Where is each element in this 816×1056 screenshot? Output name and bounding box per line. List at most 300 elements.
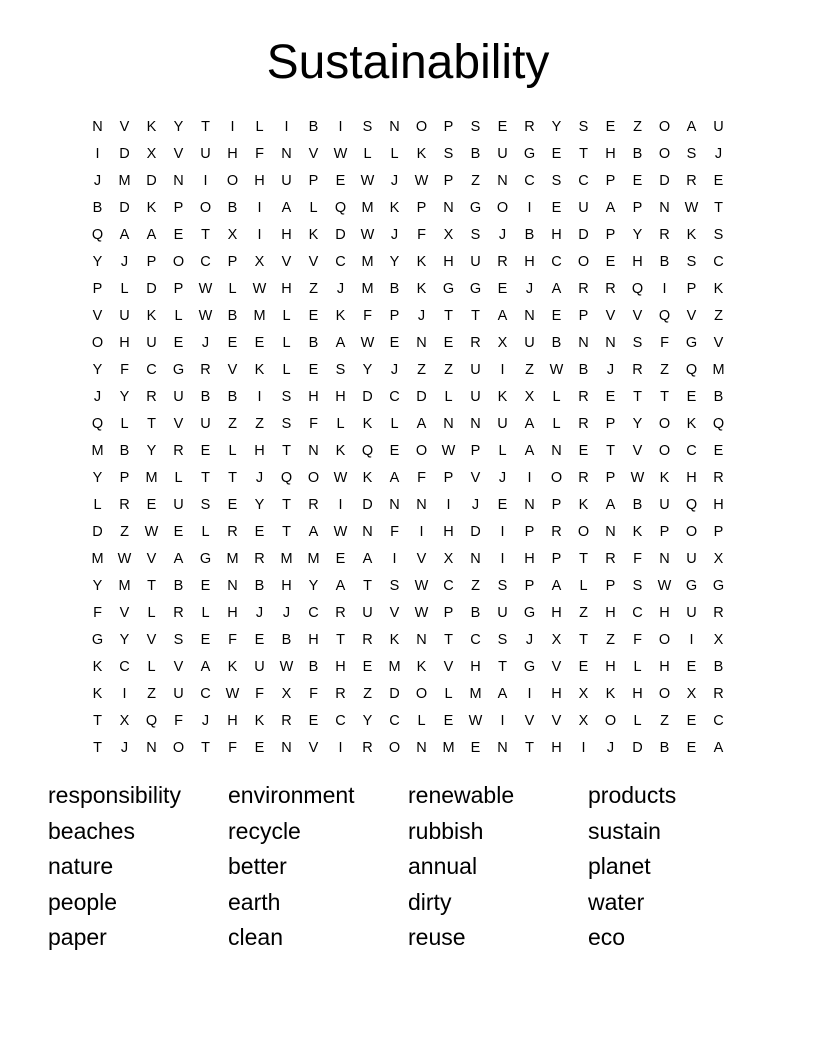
- grid-letter[interactable]: H: [605, 659, 616, 675]
- grid-letter[interactable]: A: [497, 686, 508, 702]
- grid-letter[interactable]: W: [630, 470, 645, 486]
- grid-letter[interactable]: U: [200, 146, 211, 162]
- grid-letter[interactable]: D: [362, 389, 373, 405]
- grid-letter[interactable]: U: [686, 605, 697, 621]
- grid-letter[interactable]: L: [336, 416, 345, 432]
- grid-letter[interactable]: W: [333, 524, 348, 540]
- grid-letter[interactable]: H: [443, 254, 454, 270]
- grid-letter[interactable]: N: [470, 551, 481, 567]
- grid-letter[interactable]: M: [145, 470, 158, 486]
- grid-letter[interactable]: A: [119, 227, 130, 243]
- grid-letter[interactable]: O: [658, 119, 671, 135]
- grid-letter[interactable]: K: [146, 308, 157, 324]
- grid-letter[interactable]: K: [92, 659, 103, 675]
- grid-letter[interactable]: O: [658, 416, 671, 432]
- grid-letter[interactable]: L: [444, 389, 453, 405]
- grid-letter[interactable]: E: [605, 254, 616, 270]
- grid-letter[interactable]: H: [119, 335, 130, 351]
- grid-letter[interactable]: H: [686, 470, 697, 486]
- grid-letter[interactable]: U: [362, 605, 373, 621]
- grid-letter[interactable]: C: [470, 632, 481, 648]
- grid-letter[interactable]: S: [551, 173, 562, 189]
- grid-letter[interactable]: B: [254, 578, 265, 594]
- grid-letter[interactable]: P: [443, 173, 454, 189]
- grid-letter[interactable]: V: [470, 470, 481, 486]
- grid-letter[interactable]: B: [227, 389, 238, 405]
- grid-letter[interactable]: F: [633, 551, 642, 567]
- grid-letter[interactable]: L: [633, 659, 642, 675]
- grid-letter[interactable]: F: [255, 146, 264, 162]
- grid-letter[interactable]: Z: [120, 524, 129, 540]
- grid-letter[interactable]: Z: [417, 362, 426, 378]
- grid-letter[interactable]: V: [308, 740, 319, 756]
- grid-letter[interactable]: S: [686, 146, 697, 162]
- grid-letter[interactable]: R: [146, 389, 157, 405]
- grid-letter[interactable]: L: [147, 659, 156, 675]
- grid-letter[interactable]: E: [686, 713, 697, 729]
- grid-letter[interactable]: P: [713, 524, 724, 540]
- grid-letter[interactable]: D: [470, 524, 481, 540]
- grid-letter[interactable]: B: [173, 578, 184, 594]
- grid-letter[interactable]: D: [659, 173, 670, 189]
- grid-letter[interactable]: U: [686, 551, 697, 567]
- grid-letter[interactable]: E: [254, 335, 265, 351]
- grid-letter[interactable]: B: [281, 632, 292, 648]
- grid-letter[interactable]: V: [443, 659, 454, 675]
- grid-letter[interactable]: W: [252, 281, 267, 297]
- grid-letter[interactable]: C: [578, 173, 589, 189]
- grid-letter[interactable]: H: [308, 632, 319, 648]
- grid-letter[interactable]: E: [173, 227, 184, 243]
- grid-letter[interactable]: E: [632, 173, 643, 189]
- grid-letter[interactable]: G: [523, 605, 536, 621]
- grid-letter[interactable]: G: [199, 551, 212, 567]
- grid-letter[interactable]: V: [416, 551, 427, 567]
- grid-letter[interactable]: H: [524, 551, 535, 567]
- grid-letter[interactable]: E: [470, 740, 481, 756]
- grid-letter[interactable]: I: [662, 281, 667, 297]
- grid-letter[interactable]: O: [577, 524, 590, 540]
- grid-letter[interactable]: O: [658, 146, 671, 162]
- grid-letter[interactable]: E: [551, 308, 562, 324]
- grid-letter[interactable]: P: [605, 227, 616, 243]
- grid-letter[interactable]: L: [444, 686, 453, 702]
- grid-letter[interactable]: M: [280, 551, 293, 567]
- grid-letter[interactable]: H: [551, 686, 562, 702]
- grid-letter[interactable]: J: [120, 254, 129, 270]
- grid-letter[interactable]: A: [416, 416, 427, 432]
- grid-letter[interactable]: G: [523, 659, 536, 675]
- grid-letter[interactable]: E: [335, 173, 346, 189]
- grid-letter[interactable]: N: [659, 200, 670, 216]
- grid-letter[interactable]: O: [199, 200, 212, 216]
- grid-letter[interactable]: N: [605, 524, 616, 540]
- grid-letter[interactable]: O: [577, 254, 590, 270]
- grid-letter[interactable]: X: [443, 551, 454, 567]
- grid-letter[interactable]: H: [524, 254, 535, 270]
- grid-letter[interactable]: N: [416, 497, 427, 513]
- grid-letter[interactable]: P: [443, 605, 454, 621]
- grid-letter[interactable]: Z: [471, 173, 480, 189]
- grid-letter[interactable]: I: [527, 686, 532, 702]
- grid-letter[interactable]: E: [551, 200, 562, 216]
- grid-letter[interactable]: W: [414, 578, 429, 594]
- grid-letter[interactable]: N: [362, 524, 373, 540]
- grid-letter[interactable]: V: [146, 551, 157, 567]
- grid-letter[interactable]: A: [308, 524, 319, 540]
- grid-letter[interactable]: U: [173, 686, 184, 702]
- grid-letter[interactable]: B: [632, 497, 643, 513]
- grid-letter[interactable]: F: [633, 632, 642, 648]
- grid-letter[interactable]: D: [632, 740, 643, 756]
- grid-letter[interactable]: T: [363, 578, 372, 594]
- grid-letter[interactable]: R: [578, 470, 589, 486]
- grid-letter[interactable]: E: [254, 632, 265, 648]
- grid-letter[interactable]: D: [146, 281, 157, 297]
- grid-letter[interactable]: K: [416, 254, 427, 270]
- grid-letter[interactable]: W: [360, 227, 375, 243]
- grid-letter[interactable]: H: [308, 389, 319, 405]
- grid-letter[interactable]: I: [122, 686, 127, 702]
- grid-letter[interactable]: A: [551, 281, 562, 297]
- grid-letter[interactable]: G: [712, 578, 725, 594]
- grid-letter[interactable]: P: [389, 308, 400, 324]
- grid-letter[interactable]: K: [254, 362, 265, 378]
- grid-letter[interactable]: T: [606, 443, 615, 459]
- grid-letter[interactable]: T: [93, 713, 102, 729]
- grid-letter[interactable]: L: [282, 362, 291, 378]
- grid-letter[interactable]: I: [500, 362, 505, 378]
- grid-letter[interactable]: I: [230, 119, 235, 135]
- grid-letter[interactable]: J: [282, 605, 291, 621]
- grid-letter[interactable]: J: [417, 308, 426, 324]
- grid-letter[interactable]: J: [255, 605, 264, 621]
- grid-letter[interactable]: X: [524, 389, 535, 405]
- grid-letter[interactable]: Q: [280, 470, 293, 486]
- grid-letter[interactable]: D: [578, 227, 589, 243]
- grid-letter[interactable]: U: [497, 146, 508, 162]
- grid-letter[interactable]: O: [604, 713, 617, 729]
- grid-letter[interactable]: F: [228, 740, 237, 756]
- grid-letter[interactable]: X: [497, 335, 508, 351]
- grid-letter[interactable]: A: [335, 578, 346, 594]
- grid-letter[interactable]: U: [173, 389, 184, 405]
- grid-letter[interactable]: N: [227, 578, 238, 594]
- grid-letter[interactable]: H: [551, 605, 562, 621]
- grid-letter[interactable]: F: [363, 308, 372, 324]
- grid-letter[interactable]: F: [390, 524, 399, 540]
- grid-letter[interactable]: W: [657, 578, 672, 594]
- grid-letter[interactable]: T: [201, 470, 210, 486]
- grid-letter[interactable]: E: [308, 362, 319, 378]
- grid-letter[interactable]: Z: [579, 605, 588, 621]
- grid-letter[interactable]: S: [173, 632, 184, 648]
- grid-letter[interactable]: K: [713, 281, 724, 297]
- grid-letter[interactable]: A: [362, 551, 373, 567]
- grid-letter[interactable]: K: [362, 416, 373, 432]
- grid-letter[interactable]: S: [281, 416, 292, 432]
- grid-letter[interactable]: W: [198, 281, 213, 297]
- grid-letter[interactable]: T: [147, 416, 156, 432]
- grid-letter[interactable]: J: [471, 497, 480, 513]
- grid-letter[interactable]: L: [417, 713, 426, 729]
- grid-letter[interactable]: I: [257, 227, 262, 243]
- grid-letter[interactable]: V: [92, 308, 103, 324]
- grid-letter[interactable]: U: [497, 416, 508, 432]
- grid-letter[interactable]: E: [389, 443, 400, 459]
- grid-letter[interactable]: J: [93, 389, 102, 405]
- grid-letter[interactable]: C: [632, 605, 643, 621]
- grid-letter[interactable]: J: [525, 281, 534, 297]
- grid-letter[interactable]: W: [279, 659, 294, 675]
- grid-letter[interactable]: E: [227, 497, 238, 513]
- grid-letter[interactable]: W: [414, 605, 429, 621]
- grid-letter[interactable]: Y: [254, 497, 265, 513]
- grid-letter[interactable]: Z: [633, 119, 642, 135]
- grid-letter[interactable]: W: [360, 335, 375, 351]
- grid-letter[interactable]: C: [119, 659, 130, 675]
- grid-letter[interactable]: B: [308, 119, 319, 135]
- grid-letter[interactable]: E: [686, 389, 697, 405]
- grid-letter[interactable]: N: [389, 497, 400, 513]
- grid-letter[interactable]: M: [118, 173, 131, 189]
- grid-letter[interactable]: B: [524, 227, 535, 243]
- grid-letter[interactable]: L: [390, 416, 399, 432]
- grid-letter[interactable]: Z: [255, 416, 264, 432]
- grid-letter[interactable]: E: [227, 335, 238, 351]
- grid-letter[interactable]: M: [253, 308, 266, 324]
- grid-letter[interactable]: H: [605, 605, 616, 621]
- grid-letter[interactable]: U: [146, 335, 157, 351]
- grid-letter[interactable]: I: [338, 497, 343, 513]
- grid-letter[interactable]: T: [579, 551, 588, 567]
- grid-letter[interactable]: J: [93, 173, 102, 189]
- grid-letter[interactable]: Z: [444, 362, 453, 378]
- grid-letter[interactable]: K: [578, 497, 589, 513]
- grid-letter[interactable]: Q: [685, 497, 698, 513]
- grid-letter[interactable]: K: [659, 470, 670, 486]
- grid-letter[interactable]: C: [713, 713, 724, 729]
- grid-letter[interactable]: O: [415, 119, 428, 135]
- grid-letter[interactable]: T: [633, 389, 642, 405]
- grid-letter[interactable]: E: [146, 497, 157, 513]
- grid-letter[interactable]: W: [441, 443, 456, 459]
- grid-letter[interactable]: E: [308, 713, 319, 729]
- grid-letter[interactable]: C: [389, 713, 400, 729]
- grid-letter[interactable]: T: [525, 740, 534, 756]
- grid-letter[interactable]: R: [335, 605, 346, 621]
- grid-letter[interactable]: M: [361, 281, 374, 297]
- grid-letter[interactable]: N: [578, 335, 589, 351]
- grid-letter[interactable]: A: [146, 227, 157, 243]
- grid-letter[interactable]: T: [660, 389, 669, 405]
- grid-letter[interactable]: M: [118, 578, 131, 594]
- grid-letter[interactable]: P: [524, 578, 535, 594]
- grid-letter[interactable]: W: [198, 308, 213, 324]
- grid-letter[interactable]: Y: [92, 470, 103, 486]
- grid-letter[interactable]: R: [713, 605, 724, 621]
- grid-letter[interactable]: I: [338, 119, 343, 135]
- grid-letter[interactable]: I: [689, 632, 694, 648]
- grid-letter[interactable]: J: [201, 335, 210, 351]
- grid-letter[interactable]: P: [551, 551, 562, 567]
- grid-letter[interactable]: T: [336, 632, 345, 648]
- grid-letter[interactable]: O: [550, 470, 563, 486]
- grid-letter[interactable]: W: [684, 200, 699, 216]
- grid-letter[interactable]: Q: [361, 443, 374, 459]
- grid-letter[interactable]: E: [443, 713, 454, 729]
- grid-letter[interactable]: S: [713, 227, 724, 243]
- grid-letter[interactable]: I: [500, 524, 505, 540]
- grid-letter[interactable]: J: [390, 173, 399, 189]
- grid-letter[interactable]: H: [281, 227, 292, 243]
- grid-letter[interactable]: X: [578, 713, 589, 729]
- grid-letter[interactable]: E: [497, 497, 508, 513]
- grid-letter[interactable]: C: [389, 389, 400, 405]
- grid-letter[interactable]: H: [227, 146, 238, 162]
- grid-letter[interactable]: R: [281, 713, 292, 729]
- grid-letter[interactable]: J: [390, 227, 399, 243]
- grid-letter[interactable]: L: [255, 119, 264, 135]
- grid-letter[interactable]: T: [201, 740, 210, 756]
- grid-letter[interactable]: X: [146, 146, 157, 162]
- grid-letter[interactable]: B: [578, 362, 589, 378]
- grid-letter[interactable]: B: [227, 308, 238, 324]
- grid-letter[interactable]: E: [551, 146, 562, 162]
- grid-letter[interactable]: M: [361, 200, 374, 216]
- grid-letter[interactable]: W: [117, 551, 132, 567]
- grid-letter[interactable]: R: [578, 281, 589, 297]
- grid-letter[interactable]: C: [335, 254, 346, 270]
- grid-letter[interactable]: V: [686, 308, 697, 324]
- grid-letter[interactable]: I: [581, 740, 586, 756]
- grid-letter[interactable]: R: [713, 470, 724, 486]
- grid-letter[interactable]: Q: [631, 281, 644, 297]
- grid-letter[interactable]: R: [497, 254, 508, 270]
- grid-letter[interactable]: V: [281, 254, 292, 270]
- grid-letter[interactable]: R: [578, 389, 589, 405]
- grid-letter[interactable]: B: [227, 200, 238, 216]
- grid-letter[interactable]: P: [443, 119, 454, 135]
- grid-letter[interactable]: V: [524, 713, 535, 729]
- grid-letter[interactable]: P: [173, 200, 184, 216]
- grid-letter[interactable]: T: [201, 227, 210, 243]
- grid-letter[interactable]: O: [658, 443, 671, 459]
- grid-letter[interactable]: J: [498, 470, 507, 486]
- grid-letter[interactable]: Q: [91, 416, 104, 432]
- grid-letter[interactable]: K: [416, 659, 427, 675]
- grid-letter[interactable]: K: [497, 389, 508, 405]
- grid-letter[interactable]: W: [333, 146, 348, 162]
- grid-letter[interactable]: D: [119, 146, 130, 162]
- grid-letter[interactable]: K: [389, 200, 400, 216]
- grid-letter[interactable]: T: [228, 470, 237, 486]
- grid-letter[interactable]: B: [713, 659, 724, 675]
- grid-letter[interactable]: E: [578, 659, 589, 675]
- grid-letter[interactable]: P: [605, 416, 616, 432]
- grid-letter[interactable]: T: [579, 146, 588, 162]
- grid-letter[interactable]: G: [685, 578, 698, 594]
- grid-letter[interactable]: A: [605, 200, 616, 216]
- grid-letter[interactable]: K: [254, 713, 265, 729]
- grid-letter[interactable]: N: [659, 551, 670, 567]
- grid-letter[interactable]: S: [443, 146, 454, 162]
- grid-letter[interactable]: D: [362, 497, 373, 513]
- grid-letter[interactable]: S: [632, 578, 643, 594]
- grid-letter[interactable]: Q: [712, 416, 725, 432]
- grid-letter[interactable]: U: [200, 416, 211, 432]
- grid-letter[interactable]: R: [632, 362, 643, 378]
- grid-letter[interactable]: I: [203, 173, 208, 189]
- grid-letter[interactable]: F: [120, 362, 129, 378]
- grid-letter[interactable]: Y: [362, 713, 373, 729]
- grid-letter[interactable]: X: [713, 551, 724, 567]
- grid-letter[interactable]: X: [254, 254, 265, 270]
- grid-letter[interactable]: K: [362, 470, 373, 486]
- grid-letter[interactable]: P: [605, 470, 616, 486]
- grid-letter[interactable]: X: [713, 632, 724, 648]
- grid-letter[interactable]: H: [281, 578, 292, 594]
- grid-letter[interactable]: I: [527, 470, 532, 486]
- grid-letter[interactable]: I: [257, 200, 262, 216]
- grid-letter[interactable]: E: [605, 119, 616, 135]
- grid-letter[interactable]: G: [91, 632, 104, 648]
- grid-letter[interactable]: I: [284, 119, 289, 135]
- grid-letter[interactable]: G: [442, 281, 455, 297]
- grid-letter[interactable]: U: [254, 659, 265, 675]
- grid-letter[interactable]: W: [468, 713, 483, 729]
- grid-letter[interactable]: Z: [525, 362, 534, 378]
- grid-letter[interactable]: Z: [660, 362, 669, 378]
- grid-letter[interactable]: V: [389, 605, 400, 621]
- grid-letter[interactable]: Q: [685, 362, 698, 378]
- grid-letter[interactable]: T: [579, 632, 588, 648]
- grid-letter[interactable]: F: [93, 605, 102, 621]
- grid-letter[interactable]: Y: [119, 632, 130, 648]
- grid-letter[interactable]: V: [308, 254, 319, 270]
- grid-letter[interactable]: E: [362, 659, 373, 675]
- grid-letter[interactable]: P: [227, 254, 238, 270]
- grid-letter[interactable]: Q: [658, 308, 671, 324]
- grid-letter[interactable]: H: [254, 443, 265, 459]
- grid-letter[interactable]: W: [333, 470, 348, 486]
- grid-letter[interactable]: C: [524, 173, 535, 189]
- grid-letter[interactable]: O: [172, 254, 185, 270]
- grid-letter[interactable]: Q: [91, 227, 104, 243]
- grid-letter[interactable]: E: [578, 443, 589, 459]
- grid-letter[interactable]: Y: [92, 254, 103, 270]
- grid-letter[interactable]: L: [120, 281, 129, 297]
- grid-letter[interactable]: K: [146, 119, 157, 135]
- grid-letter[interactable]: F: [309, 416, 318, 432]
- grid-letter[interactable]: B: [308, 335, 319, 351]
- grid-letter[interactable]: U: [497, 605, 508, 621]
- grid-letter[interactable]: J: [390, 362, 399, 378]
- grid-letter[interactable]: S: [200, 497, 211, 513]
- grid-letter[interactable]: C: [713, 254, 724, 270]
- grid-letter[interactable]: V: [551, 659, 562, 675]
- grid-letter[interactable]: W: [414, 173, 429, 189]
- grid-letter[interactable]: D: [119, 200, 130, 216]
- grid-letter[interactable]: H: [632, 254, 643, 270]
- grid-letter[interactable]: S: [335, 362, 346, 378]
- grid-letter[interactable]: N: [416, 740, 427, 756]
- grid-letter[interactable]: N: [416, 632, 427, 648]
- grid-letter[interactable]: K: [605, 686, 616, 702]
- grid-letter[interactable]: J: [525, 632, 534, 648]
- grid-letter[interactable]: E: [200, 632, 211, 648]
- grid-letter[interactable]: R: [227, 524, 238, 540]
